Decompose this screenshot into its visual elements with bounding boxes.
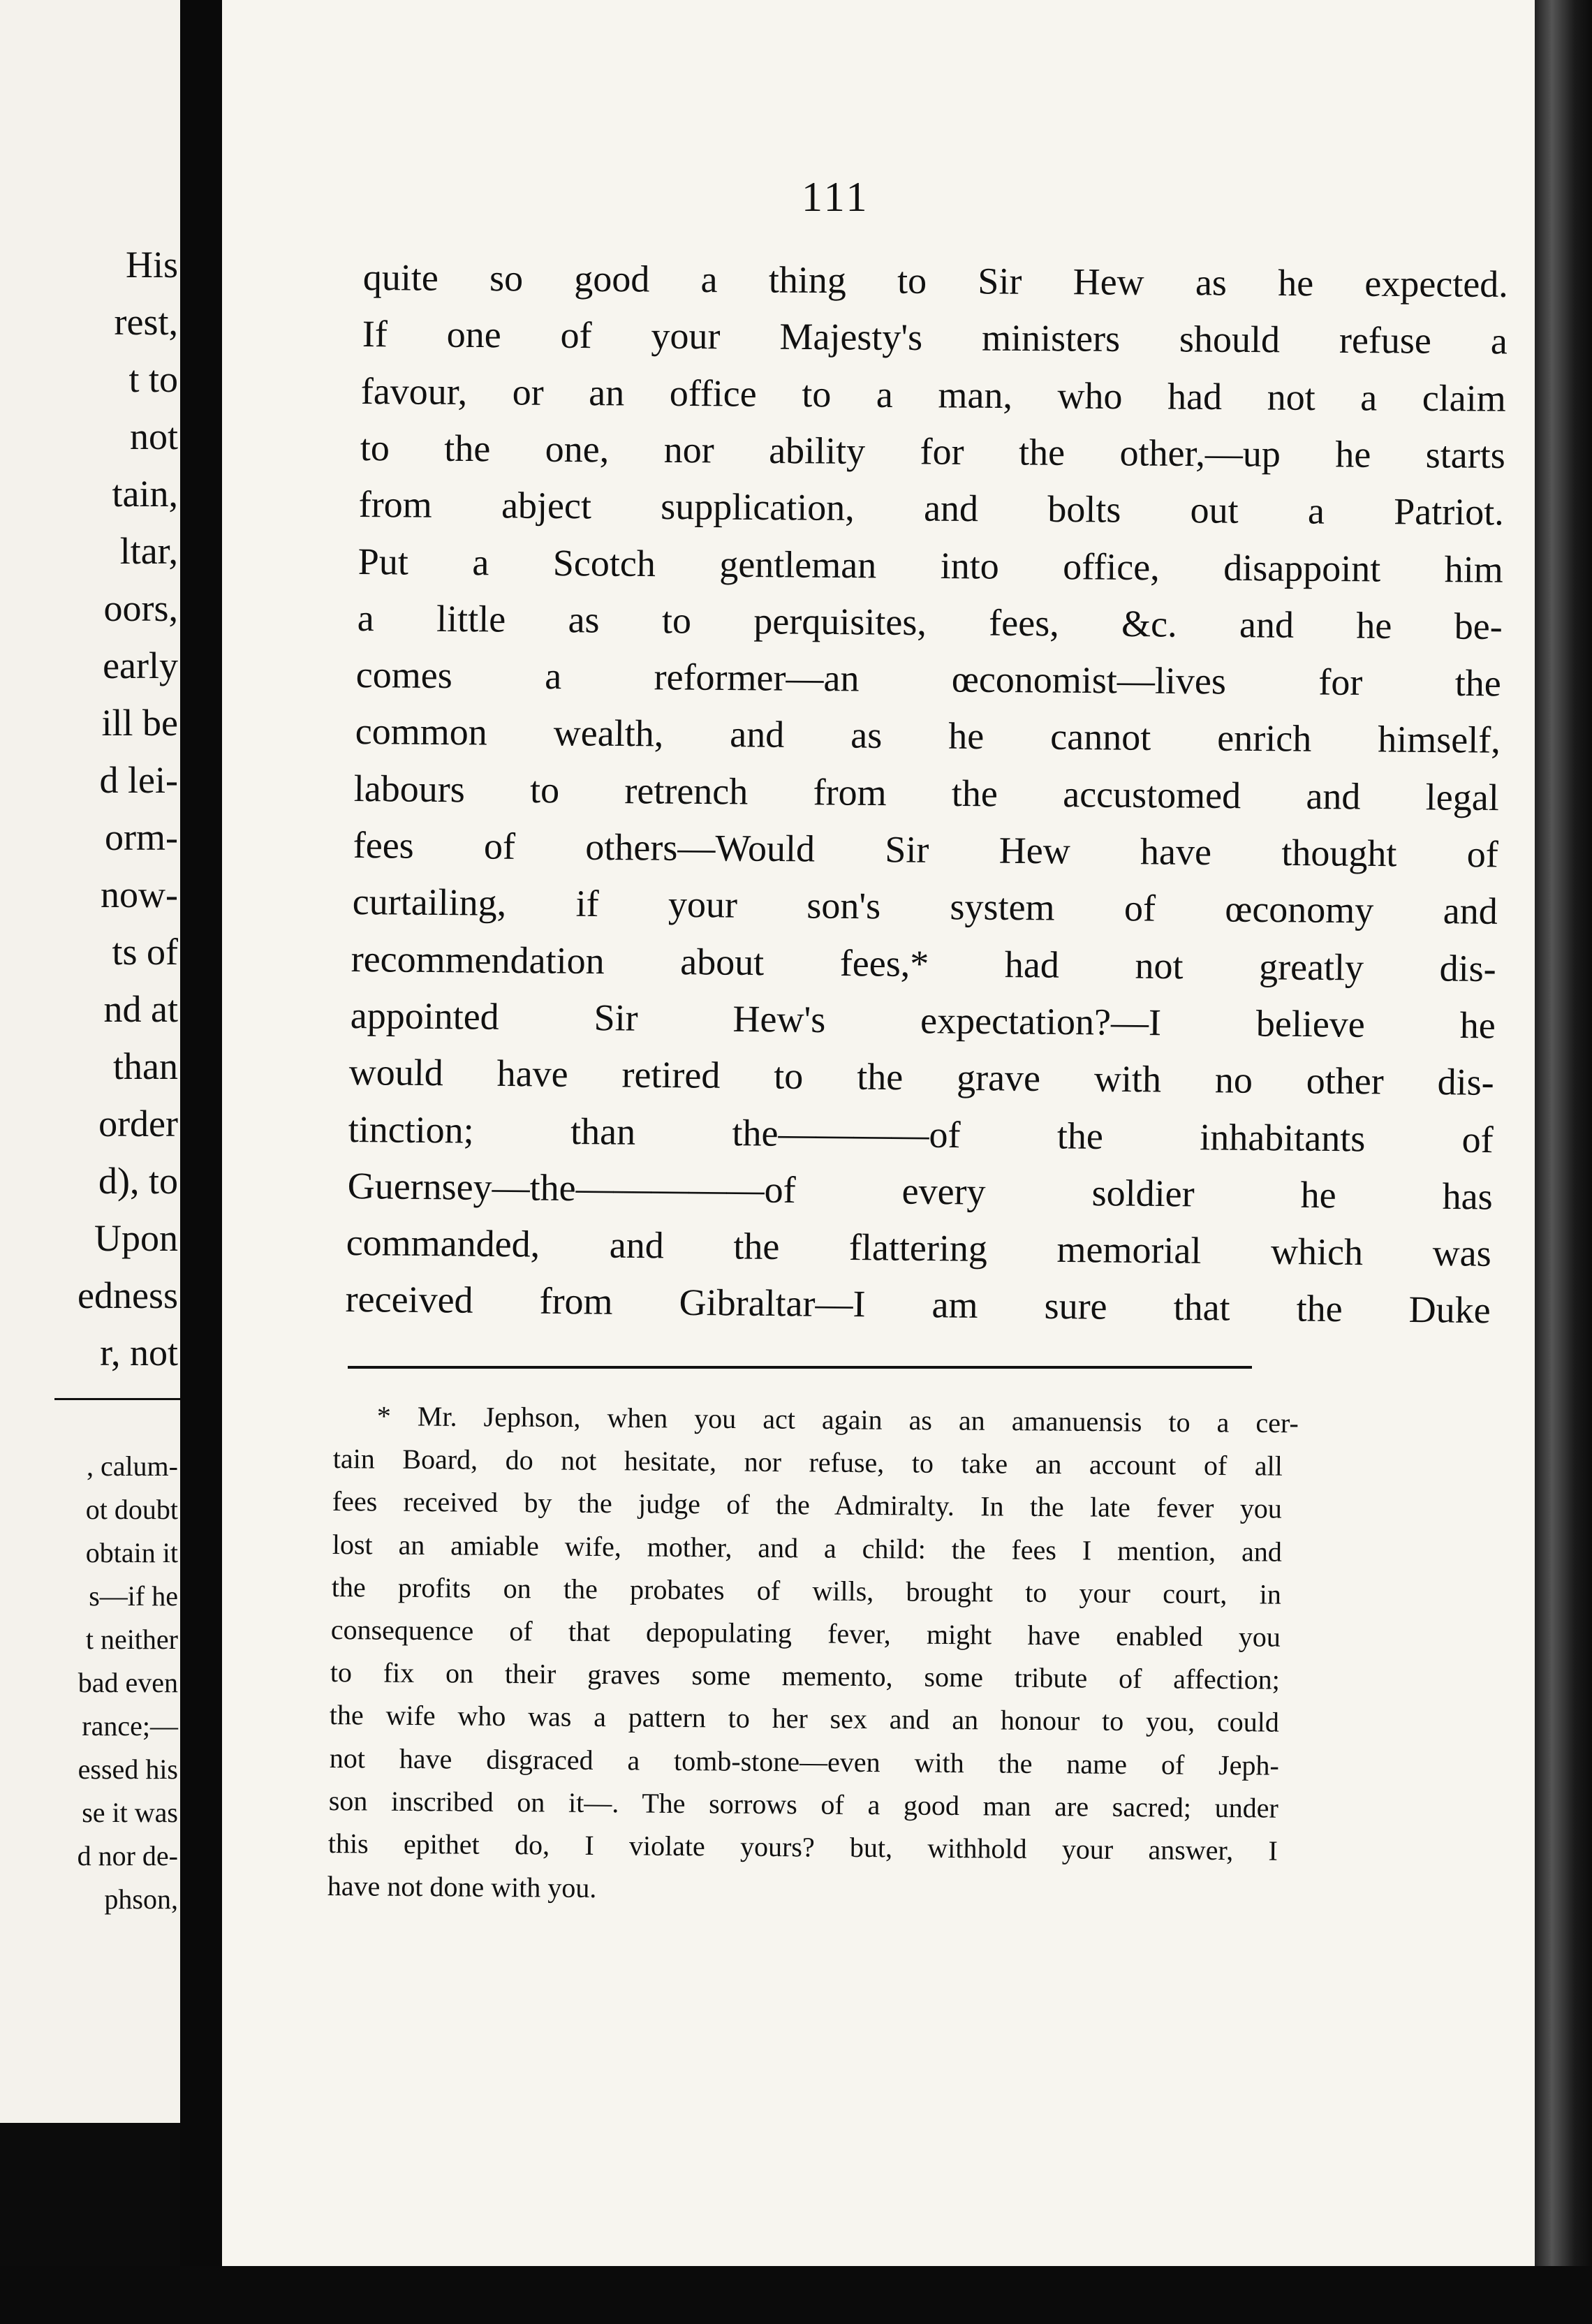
body-text-line: Guernsey—the—————of every soldier he has xyxy=(347,1165,1493,1218)
body-text-line: curtailing, if your son's system of œconomy and xyxy=(352,881,1498,932)
footnote-line: tain Board, do not hesitate, nor refuse, to take an account of all xyxy=(332,1443,1283,1482)
left-page-text-line: order xyxy=(98,1103,178,1145)
left-page-text-line: Upon xyxy=(94,1217,178,1259)
left-page-footnote-line: ot doubt xyxy=(85,1494,178,1525)
body-text-line: recommendation about fees,* had not greatly dis- xyxy=(351,938,1496,990)
body-text-line: comes a reformer—an œconomist—lives for the xyxy=(355,654,1501,705)
left-page-text-line: than xyxy=(113,1045,178,1087)
left-page-text-line: ts of xyxy=(112,931,178,973)
left-page-footnote-line: obtain it xyxy=(85,1537,178,1568)
body-text-line: labours to retrench from the accustomed and legal xyxy=(353,767,1499,819)
left-page-text-line: not xyxy=(129,415,178,457)
body-text-line: quite so good a thing to Sir Hew as he expected. xyxy=(362,256,1508,306)
left-page-text-line: d), to xyxy=(98,1160,178,1202)
scan-border xyxy=(0,2266,1592,2324)
footnote-line: fees received by the judge of the Admiralty. In the late fever you xyxy=(332,1485,1282,1524)
left-page-text-line: nd at xyxy=(103,988,178,1030)
footnote-line: have not done with you. xyxy=(327,1870,597,1904)
footnote-line: son inscribed on it—. The sorrows of a good man are sacred; under xyxy=(328,1785,1278,1824)
body-text-line: would have retired to the grave with no other dis- xyxy=(348,1051,1494,1103)
left-page-footnote-line: rance;— xyxy=(82,1710,178,1742)
body-text-line: tinction; than the————of the inhabitants of xyxy=(348,1108,1494,1161)
left-page-text-line: His xyxy=(125,244,178,286)
body-text-line: Put a Scotch gentleman into office, disappoint him xyxy=(358,540,1503,591)
footnote-line: the profits on the probates of wills, brought to your court, in xyxy=(331,1571,1281,1610)
left-page-text-line: rest, xyxy=(114,301,178,343)
body-text-line: commanded, and the flattering memorial which was xyxy=(346,1221,1491,1274)
left-page-text-line: r, not xyxy=(100,1332,178,1374)
left-page-footnote-line: t neither xyxy=(85,1624,178,1655)
body-text-line: common wealth, and as he cannot enrich himself, xyxy=(355,710,1501,761)
left-page-footnote-line: bad even xyxy=(78,1667,178,1698)
body-text-line: appointed Sir Hew's expectation?—I believe he xyxy=(350,994,1496,1047)
body-text-line: from abject supplication, and bolts out a Patriot. xyxy=(358,483,1504,534)
footnote-line: the wife who was a pattern to her sex and an honour to you, could xyxy=(329,1699,1279,1738)
footnote-line: * Mr. Jephson, when you act again as an amanuensis to a cer- xyxy=(376,1400,1299,1439)
left-page-footnote-line: s—if he xyxy=(89,1580,178,1612)
footnote-rule xyxy=(348,1366,1252,1369)
book-gutter xyxy=(180,0,222,2324)
left-page-text-line: d lei- xyxy=(99,759,178,801)
left-page-text-line: tain, xyxy=(112,473,178,515)
left-page-text-line: orm- xyxy=(105,816,178,858)
left-page-footnote-line: essed his xyxy=(78,1753,178,1785)
footnote-line: lost an amiable wife, mother, and a child: the fees I mention, and xyxy=(332,1529,1282,1568)
footnote-line: to fix on their graves some memento, some tribute of affection; xyxy=(330,1656,1280,1696)
left-page-text-line: edness xyxy=(78,1274,178,1316)
left-page-text-line: t to xyxy=(128,358,178,400)
left-page-text-line: ltar, xyxy=(119,530,178,572)
body-text-line: fees of others—Would Sir Hew have thought of xyxy=(353,824,1498,876)
footnote-line: this epithet do, I violate yours? but, withhold your answer, I xyxy=(327,1827,1278,1867)
left-page-footnote-line: phson, xyxy=(104,1883,178,1915)
body-text-line: If one of your Majesty's ministers should refuse a xyxy=(362,313,1508,362)
body-text-line: a little as to perquisites, fees, &c. and he be- xyxy=(357,597,1503,648)
left-footnote-rule xyxy=(54,1398,180,1400)
body-text-line: favour, or an office to a man, who had not a claim xyxy=(360,370,1506,420)
page-number: 111 xyxy=(802,174,870,220)
body-text-line: to the one, nor ability for the other,—up he starts xyxy=(360,427,1505,477)
left-page-footnote-line: , calum- xyxy=(86,1450,178,1482)
left-page-footnote-line: se it was xyxy=(82,1797,178,1828)
left-page-text-line: oors, xyxy=(103,587,178,629)
page-edge xyxy=(1535,0,1592,2324)
left-page-text-line: ill be xyxy=(101,702,178,744)
left-page-text-line: early xyxy=(103,645,178,686)
left-page-footnote-line: d nor de- xyxy=(77,1840,178,1871)
footnote-line: consequence of that depopulating fever, might have enabled you xyxy=(330,1614,1281,1653)
body-text-line: received from Gibraltar—I am sure that the Duke xyxy=(345,1278,1491,1332)
left-page-text-line: now- xyxy=(101,874,178,915)
footnote-line: not have disgraced a tomb-stone—even with the name of Jeph- xyxy=(329,1742,1279,1781)
